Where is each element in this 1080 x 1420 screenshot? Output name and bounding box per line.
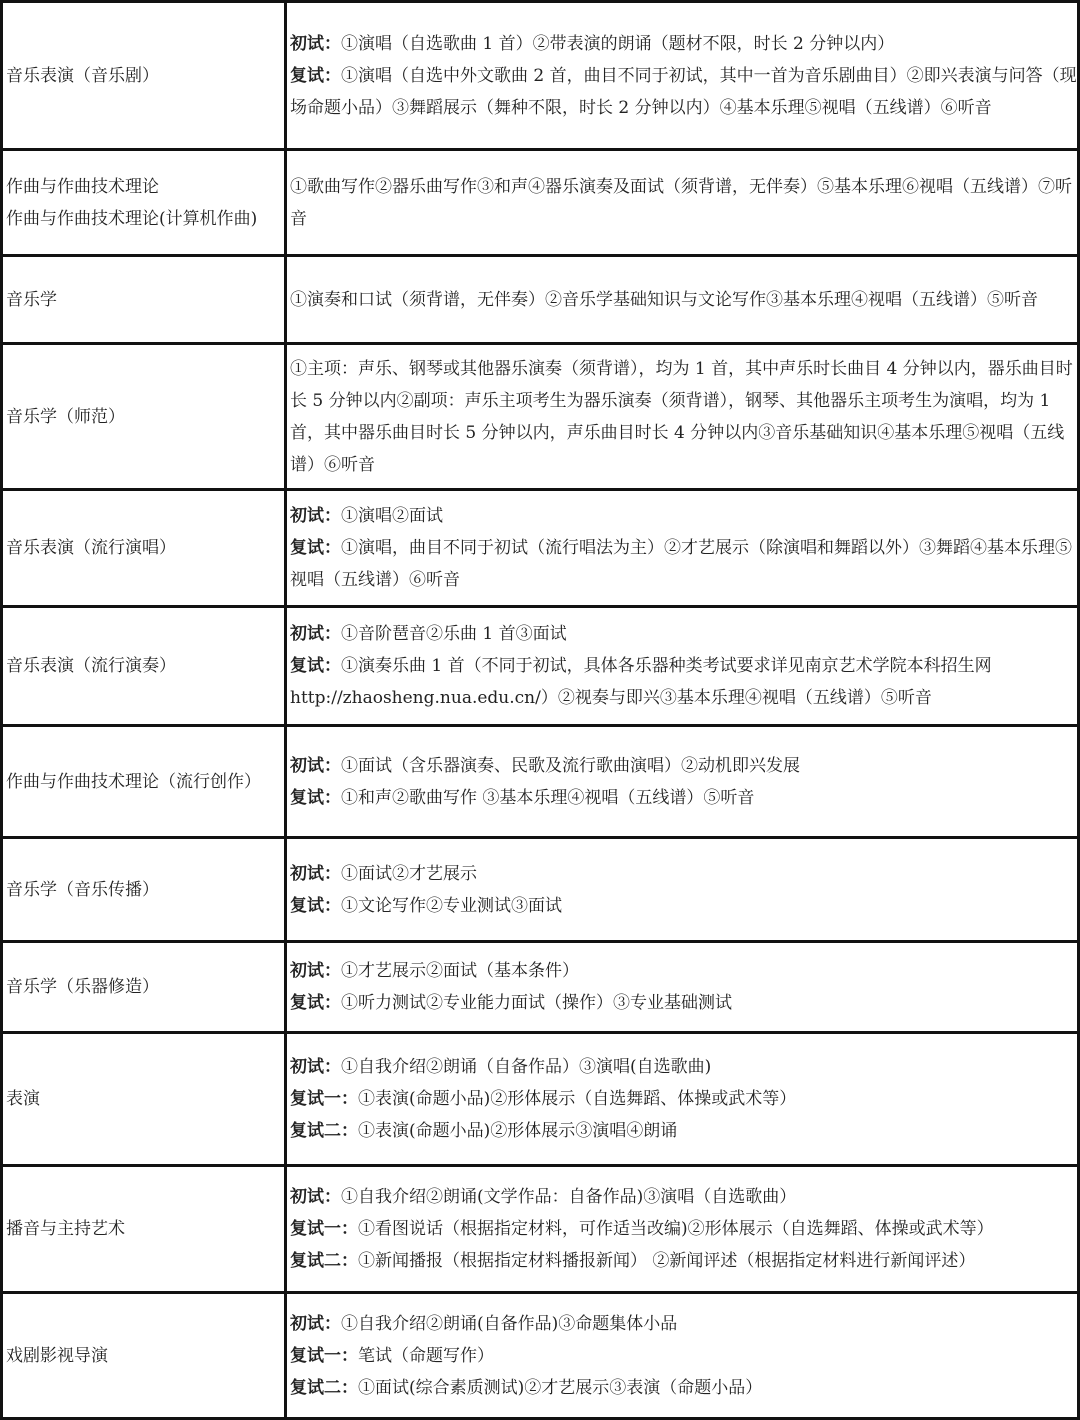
requirement-line xyxy=(290,284,1077,316)
requirement-text: ①文论写作②专业测试③面试 xyxy=(341,895,562,916)
table-row xyxy=(2,942,1079,1033)
major-name: 作曲与作曲技术理论 xyxy=(6,176,159,197)
requirement-line xyxy=(290,618,1077,650)
requirement-text: ①和声②歌曲写作 ③基本乐理④视唱（五线谱）⑤听音 xyxy=(341,787,755,808)
round-label: 复试一： xyxy=(290,1089,358,1109)
round-label: 复试一： xyxy=(290,1345,358,1366)
round-label: 复试二： xyxy=(290,1121,358,1141)
round-label: 初试： xyxy=(290,961,341,981)
requirement-line xyxy=(290,955,1077,987)
requirement-text: ①音阶琶音②乐曲 1 首③面试 xyxy=(341,624,567,644)
requirement-text: ①表演(命题小品)②形体展示③演唱④朗诵 xyxy=(358,1121,678,1141)
requirement-line xyxy=(290,1340,1077,1372)
table-row xyxy=(2,2,1079,150)
major-name-cell xyxy=(2,942,286,1033)
table-row xyxy=(2,1293,1079,1419)
table-row xyxy=(2,726,1079,838)
round-label: 复试： xyxy=(290,65,341,86)
requirements-cell xyxy=(286,607,1079,726)
requirements-cell xyxy=(286,256,1079,344)
round-label: 复试： xyxy=(290,895,341,916)
requirement-line xyxy=(290,1051,1077,1083)
major-name: 音乐表演（音乐剧） xyxy=(6,65,159,86)
requirement-line xyxy=(290,987,1077,1019)
round-label: 复试： xyxy=(290,538,341,558)
requirement-text: ①演唱，曲目不同于初试（流行唱法为主）②才艺展示（除演唱和舞蹈以外）③舞蹈④基本乐理⑤视唱（五线谱）⑥听音 xyxy=(290,538,1072,590)
requirement-text: ①表演(命题小品)②形体展示（自选舞蹈、体操或武术等） xyxy=(358,1089,797,1109)
requirements-cell xyxy=(286,726,1079,838)
round-label: 初试： xyxy=(290,506,341,526)
requirement-text: ①面试②才艺展示 xyxy=(341,863,477,884)
requirement-text: ①面试（含乐器演奏、民歌及流行歌曲演唱）②动机即兴发展 xyxy=(341,755,800,776)
table-row xyxy=(2,1166,1079,1293)
major-name-cell xyxy=(2,726,286,838)
major-name: 作曲与作曲技术理论（流行创作） xyxy=(6,771,261,792)
requirement-line xyxy=(290,1181,1077,1213)
major-name-cell xyxy=(2,1293,286,1419)
major-name-cell xyxy=(2,150,286,256)
round-label: 复试一： xyxy=(290,1219,358,1239)
requirement-text: ①自我介绍②朗诵(文学作品：自备作品)③演唱（自选歌曲） xyxy=(341,1187,797,1207)
major-name-cell xyxy=(2,607,286,726)
requirement-text: ①歌曲写作②器乐曲写作③和声④器乐演奏及面试（须背谱，无伴奏）⑤基本乐理⑥视唱（五线谱）⑦听音 xyxy=(290,176,1072,229)
requirements-cell xyxy=(286,838,1079,942)
requirements-cell xyxy=(286,1293,1079,1419)
requirement-text: ①新闻播报（根据指定材料播报新闻） ②新闻评述（根据指定材料进行新闻评述） xyxy=(358,1251,976,1271)
requirement-line xyxy=(290,1115,1077,1147)
requirement-line xyxy=(290,1245,1077,1277)
major-name-cell xyxy=(2,838,286,942)
requirement-line xyxy=(290,60,1077,124)
requirements-cell xyxy=(286,2,1079,150)
table-row xyxy=(2,838,1079,942)
requirement-line xyxy=(290,650,1077,714)
major-name: 音乐学（音乐传播） xyxy=(6,879,159,900)
requirements-cell xyxy=(286,942,1079,1033)
major-name: 戏剧影视导演 xyxy=(6,1345,108,1366)
round-label: 初试： xyxy=(290,1313,341,1334)
round-label: 初试： xyxy=(290,1187,341,1207)
round-label: 复试二： xyxy=(290,1251,358,1271)
requirement-line xyxy=(290,1083,1077,1115)
requirements-cell xyxy=(286,150,1079,256)
major-name: 音乐学 xyxy=(6,289,57,310)
major-name-cell xyxy=(2,256,286,344)
major-name-cell xyxy=(2,2,286,150)
round-label: 复试： xyxy=(290,787,341,808)
requirements-cell xyxy=(286,344,1079,490)
requirement-text: ①演唱（自选歌曲 1 首）②带表演的朗诵（题材不限，时长 2 分钟以内） xyxy=(341,33,895,54)
round-label: 初试： xyxy=(290,1057,341,1077)
round-label: 初试： xyxy=(290,33,341,54)
requirement-line xyxy=(290,28,1077,60)
table-row xyxy=(2,256,1079,344)
major-name-cell xyxy=(2,490,286,607)
round-label: 初试： xyxy=(290,863,341,884)
round-label: 初试： xyxy=(290,624,341,644)
requirement-line xyxy=(290,353,1077,481)
requirements-cell xyxy=(286,1033,1079,1166)
table-row xyxy=(2,1033,1079,1166)
requirement-line xyxy=(290,500,1077,532)
requirement-text: ①自我介绍②朗诵(自备作品)③命题集体小品 xyxy=(341,1313,678,1334)
round-label: 复试： xyxy=(290,993,341,1013)
table-row xyxy=(2,150,1079,256)
table-row xyxy=(2,607,1079,726)
requirement-line xyxy=(290,532,1077,596)
requirement-line xyxy=(290,1308,1077,1340)
requirement-text: 笔试（命题写作） xyxy=(358,1345,494,1366)
requirement-text: ①演奏和口试（须背谱，无伴奏）②音乐学基础知识与文论写作③基本乐理④视唱（五线谱）⑤听音 xyxy=(290,289,1038,310)
requirement-text: ①自我介绍②朗诵（自备作品）③演唱(自选歌曲) xyxy=(341,1057,712,1077)
table-row xyxy=(2,344,1079,490)
requirement-text: ①主项：声乐、钢琴或其他器乐演奏（须背谱），均为 1 首，其中声乐时长曲目 4 分钟以内，器乐曲目时长 5 分钟以内②副项：声乐主项考生为器乐演奏（须背谱），钢琴、其他器乐主项考生为演唱，均为 1 首，其中器乐曲目时长 5 分钟以内，声乐曲目时长 4 分钟以内③音乐基础知识④基本乐理⑤视唱（五线谱）⑥听音 xyxy=(290,358,1073,475)
round-label: 复试二： xyxy=(290,1377,358,1398)
requirement-text: ①面试(综合素质测试)②才艺展示③表演（命题小品） xyxy=(358,1377,763,1398)
major-name: 音乐表演（流行演唱） xyxy=(6,538,176,558)
requirement-text: ①演唱②面试 xyxy=(341,506,443,526)
requirement-line xyxy=(290,782,1077,814)
requirement-text: ①演奏乐曲 1 首（不同于初试，具体各乐器种类考试要求详见南京艺术学院本科招生网 http://zhaosheng.nua.edu.cn/）②视奏与即兴③基本乐理④视唱（五线谱）⑤听音 xyxy=(290,656,992,708)
requirement-text: ①演唱（自选中外文歌曲 2 首，曲目不同于初试，其中一首为音乐剧曲目）②即兴表演与问答（现场命题小品）③舞蹈展示（舞种不限，时长 2 分钟以内）④基本乐理⑤视唱（五线谱）⑥听音 xyxy=(290,65,1077,118)
requirement-line xyxy=(290,750,1077,782)
requirement-text: ①才艺展示②面试（基本条件） xyxy=(341,961,579,981)
requirements-cell xyxy=(286,1166,1079,1293)
major-name: 表演 xyxy=(6,1089,40,1109)
round-label: 复试： xyxy=(290,656,341,676)
major-name-cell xyxy=(2,344,286,490)
major-name: 音乐学（师范） xyxy=(6,406,125,427)
major-name-cell xyxy=(2,1033,286,1166)
major-name: 播音与主持艺术 xyxy=(6,1219,125,1239)
requirements-cell xyxy=(286,490,1079,607)
requirement-line xyxy=(290,890,1077,922)
requirement-line xyxy=(290,1213,1077,1245)
major-name-cell xyxy=(2,1166,286,1293)
major-name: 音乐学（乐器修造） xyxy=(6,977,159,997)
major-name: 作曲与作曲技术理论(计算机作曲) xyxy=(6,208,258,229)
requirement-line xyxy=(290,1372,1077,1404)
requirement-text: ①听力测试②专业能力面试（操作）③专业基础测试 xyxy=(341,993,732,1013)
table-row xyxy=(2,490,1079,607)
round-label: 初试： xyxy=(290,755,341,776)
requirement-text: ①看图说话（根据指定材料，可作适当改编)②形体展示（自选舞蹈、体操或武术等） xyxy=(358,1219,994,1239)
major-name: 音乐表演（流行演奏） xyxy=(6,656,176,676)
requirement-line xyxy=(290,858,1077,890)
requirement-line xyxy=(290,171,1077,235)
